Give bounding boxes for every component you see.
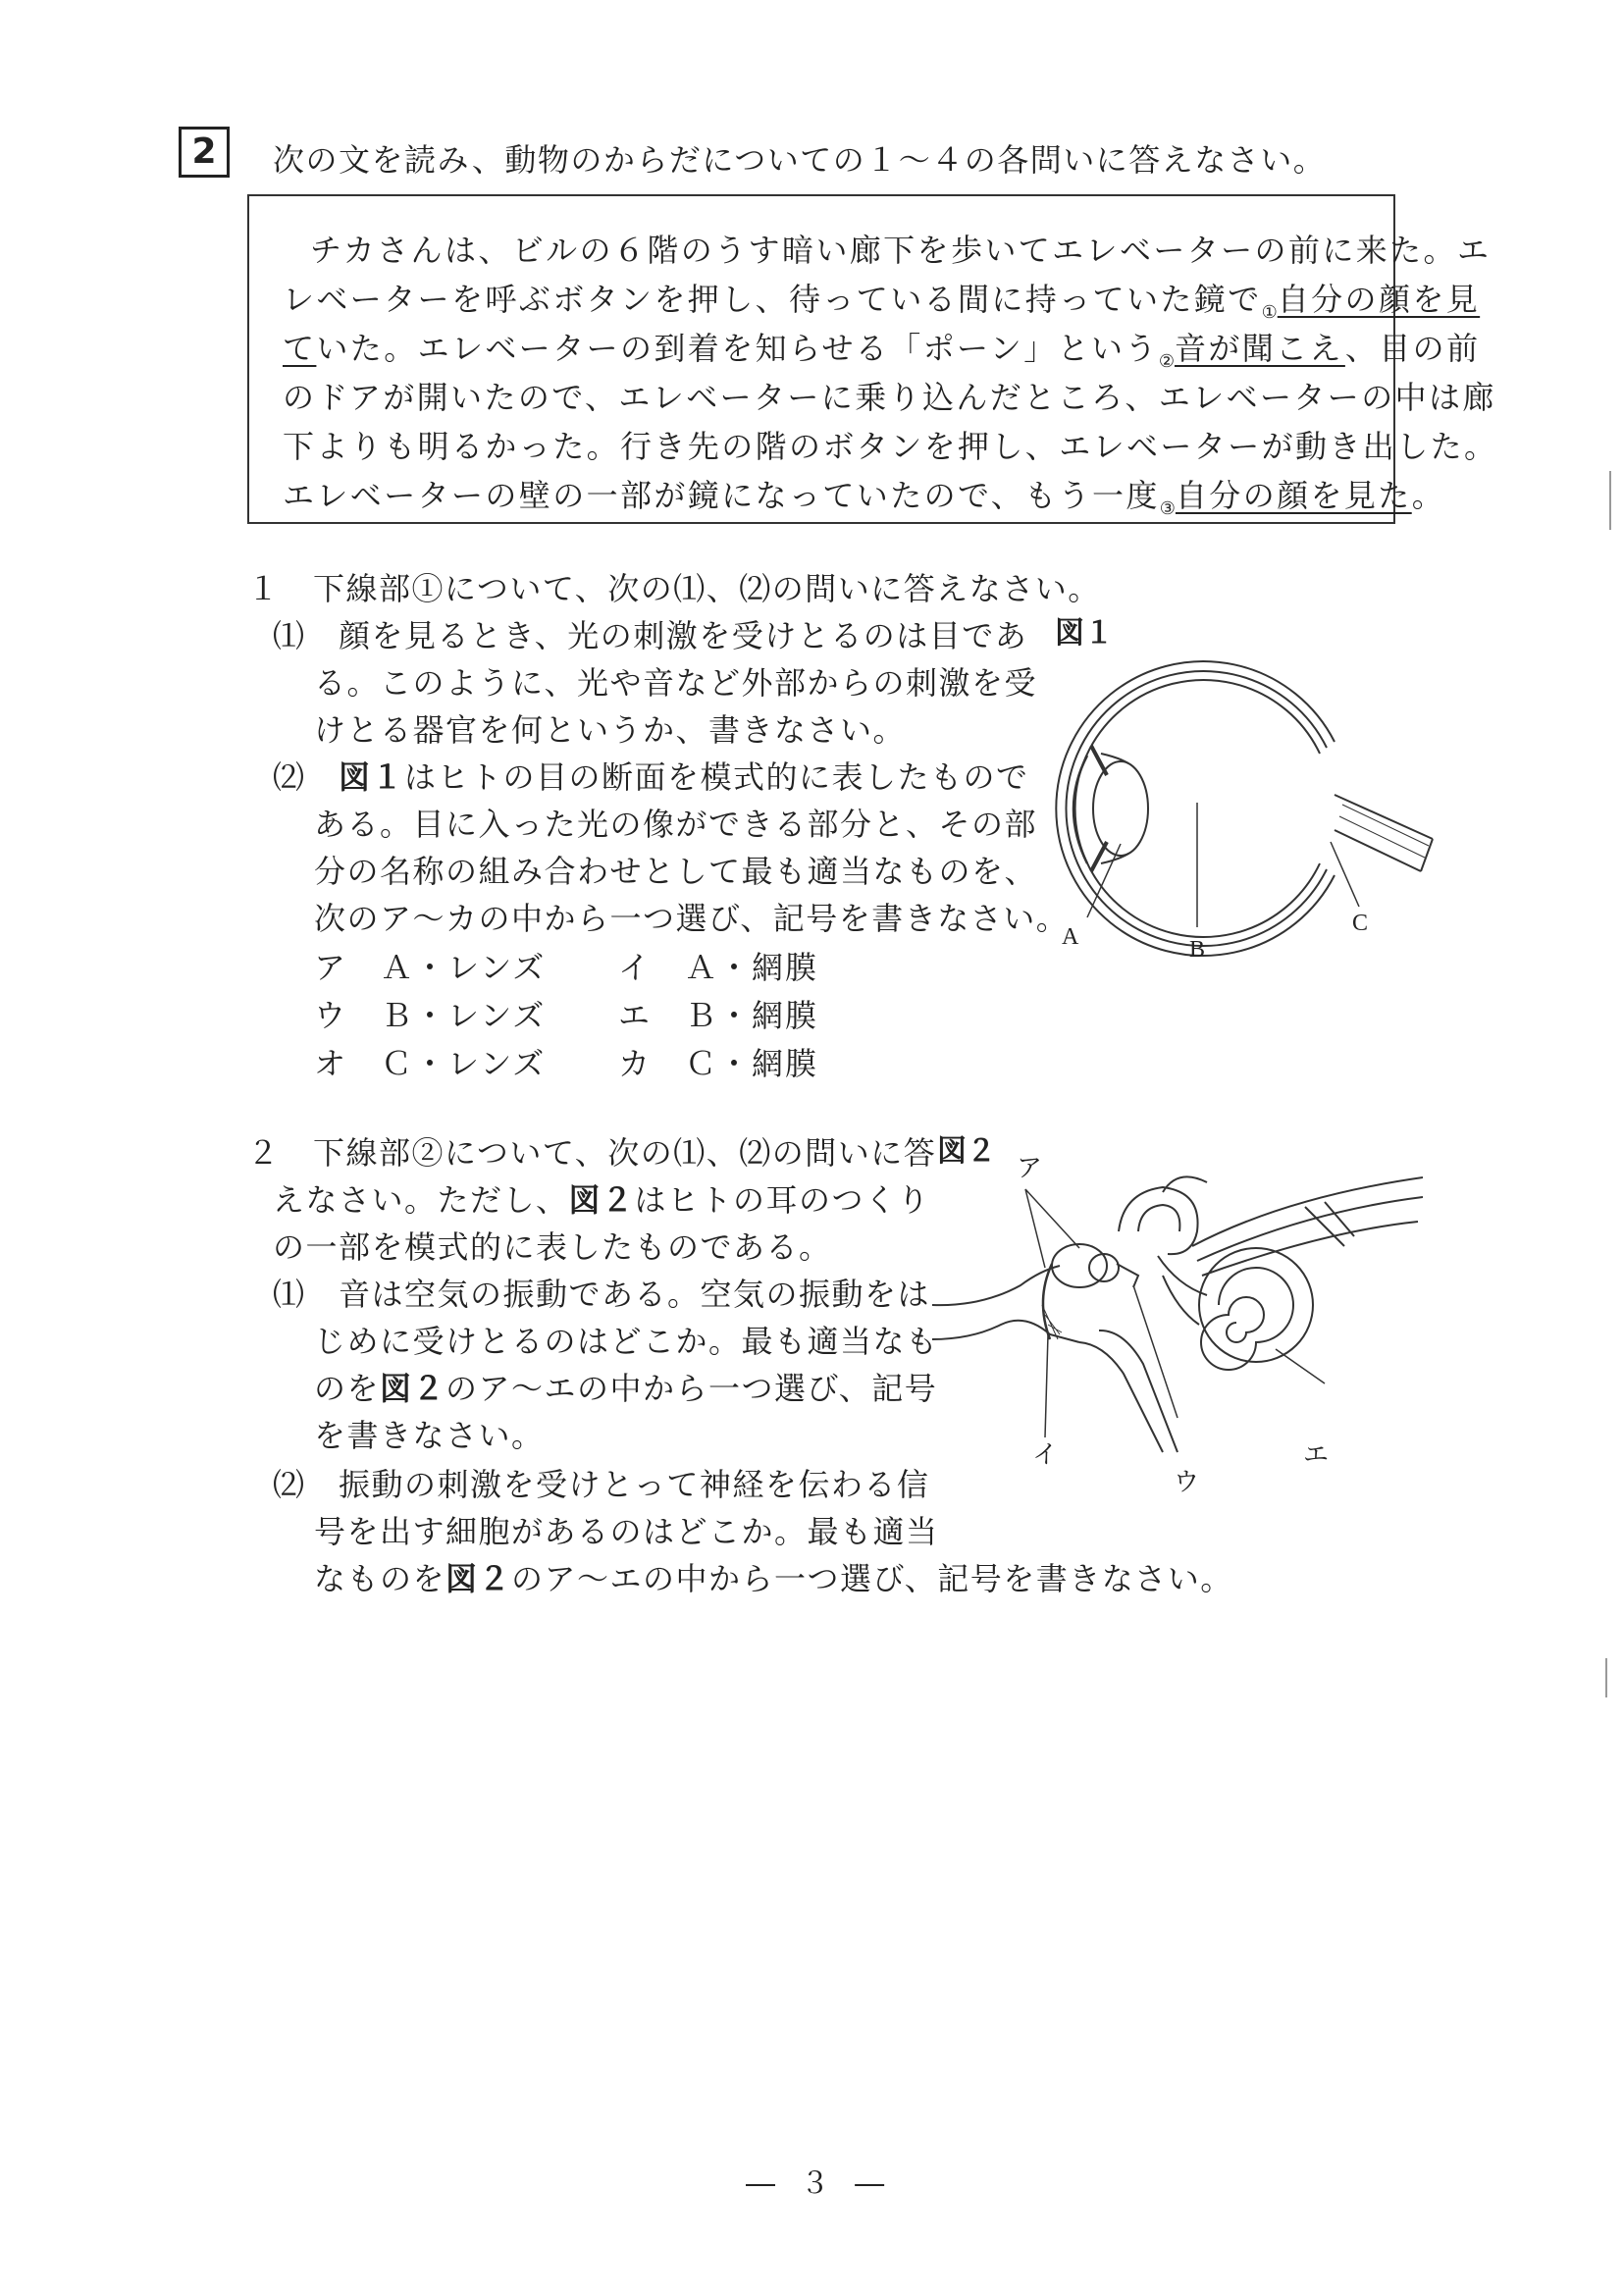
stapes xyxy=(1117,1264,1138,1287)
passage-text: エレベーターの壁の一部が鏡になっていたので、もう一度 xyxy=(283,477,1160,514)
q2-text: えなさい。ただし、 xyxy=(273,1181,569,1219)
fig1-label-b: B xyxy=(1189,937,1206,963)
fig2-label-u: ウ xyxy=(1174,1468,1200,1496)
eyeball-outer xyxy=(1056,661,1335,956)
q2-stem-line xyxy=(273,1175,930,1221)
fig1-title: 図１ xyxy=(1055,616,1114,651)
pointer-i xyxy=(1045,1334,1048,1437)
option: イ Ａ・網膜 xyxy=(618,949,819,986)
q2-text: のア～エの中から一つ選び、記号 xyxy=(445,1370,938,1407)
option: ウ Ｂ・レンズ xyxy=(314,997,547,1034)
ear-tube-line-1 xyxy=(1079,1342,1163,1452)
passage-line-1: チカさんは、ビルの６階のうす暗い廊下を歩いてエレベーターの前に来た。エ xyxy=(310,232,1492,269)
scan-edge-mark xyxy=(1609,471,1611,530)
underline-marker-2: ② xyxy=(1158,351,1175,372)
underline-marker-3: ③ xyxy=(1159,498,1176,519)
q2-text: はヒトの耳のつくり xyxy=(634,1181,931,1219)
underlined-text-2: 音が聞こえ xyxy=(1174,330,1345,367)
q1-sub2-line xyxy=(273,753,1029,798)
auditory-nerve xyxy=(1192,1177,1423,1276)
pointer-A xyxy=(1087,844,1121,917)
passage-text: レベーターを呼ぶボタンを押し、待っている間に持っていた鏡で xyxy=(283,281,1262,318)
passage-line-6 xyxy=(283,471,1445,519)
fig1-label-c: C xyxy=(1352,911,1369,936)
q2-sub1-line: を書きなさい。 xyxy=(314,1417,545,1454)
q1-sub1-line: る。このように、光や音など外部からの刺激を受 xyxy=(314,664,1038,702)
passage-line-2 xyxy=(283,275,1480,323)
optic-nerve xyxy=(1335,795,1433,871)
fig2-label-a: ア xyxy=(1017,1154,1043,1182)
option: エ Ｂ・網膜 xyxy=(618,997,819,1034)
q1-sub2-line: ある。目に入った光の像ができる部分と、その部 xyxy=(314,806,1038,843)
ear-canal-top xyxy=(932,1266,1060,1305)
eye-diagram xyxy=(1040,648,1452,962)
incus xyxy=(1089,1254,1119,1281)
ear-tube-line-2 xyxy=(1099,1331,1178,1452)
underlined-text-1: 自分の顔を見 xyxy=(1277,281,1481,318)
semicircular-canal-2 xyxy=(1138,1205,1179,1231)
q2-sub2-line xyxy=(314,1554,1233,1599)
q2-sub1-line: ⑴ 音は空気の振動である。空気の振動をは xyxy=(273,1276,931,1313)
question-heading: 次の文を読み、動物のからだについての１～４の各問いに答えなさい。 xyxy=(273,141,1327,179)
q2-sub2-line: ⑵ 振動の刺激を受けとって神経を伝わる信 xyxy=(273,1466,930,1503)
page-number: ― ３ ― xyxy=(746,2166,893,2201)
passage-text: 、目の前 xyxy=(1344,330,1481,367)
option: ア Ａ・レンズ xyxy=(314,949,547,986)
q1-sub2-text: はヒトの目の断面を模式的に表したもので xyxy=(404,758,1029,796)
q2-sub2-line: 号を出す細胞があるのはどこか。最も適当 xyxy=(314,1513,939,1550)
fig2-title: 図２ xyxy=(937,1134,996,1169)
question-number-box: 2 xyxy=(179,127,230,178)
passage-line-3 xyxy=(283,324,1480,372)
fig-ref: 図２ xyxy=(568,1181,635,1219)
q1-sub2-line: 分の名称の組み合わせとして最も適当なものを、 xyxy=(314,853,1038,890)
q2-sub1-line xyxy=(314,1364,937,1409)
semicircular-canal-1 xyxy=(1119,1187,1198,1254)
q1-stem: １ 下線部①について、次の⑴、⑵の問いに答えなさい。 xyxy=(247,570,1101,607)
fig1-label-a: A xyxy=(1062,924,1079,950)
fig-ref: 図２ xyxy=(445,1560,512,1597)
cochlea-spiral xyxy=(1201,1268,1293,1370)
lens xyxy=(1093,761,1148,856)
passage-text: 。 xyxy=(1411,477,1446,514)
q2-text: のア～エの中から一つ選び、記号を書きなさい。 xyxy=(511,1560,1233,1597)
fig2-label-e: エ xyxy=(1303,1440,1330,1469)
pointer-a xyxy=(1025,1189,1079,1268)
scan-edge-mark xyxy=(1605,1658,1607,1697)
fig2-label-i: イ xyxy=(1032,1440,1059,1469)
q2-text: なものを xyxy=(314,1560,446,1597)
q2-sub1-line: じめに受けとるのはどこか。最も適当なも xyxy=(314,1323,939,1360)
option: オ Ｃ・レンズ xyxy=(314,1045,547,1082)
ear-diagram xyxy=(932,1138,1423,1472)
q1-sub1-line: けとる器官を何というか、書きなさい。 xyxy=(314,711,907,749)
eardrum xyxy=(1043,1264,1052,1339)
passage-text: いた。エレベーターの到着を知らせる「ポーン」という xyxy=(316,330,1159,367)
passage-line-4: のドアが開いたので、エレベーターに乗り込んだところ、エレベーターの中は廊 xyxy=(283,379,1496,416)
underlined-text-1-cont: て xyxy=(283,330,317,367)
fig-ref: 図１ xyxy=(339,758,405,796)
pointer-e xyxy=(1276,1349,1325,1383)
passage-line-5: 下よりも明るかった。行き先の階のボタンを押し、エレベーターが動き出した。 xyxy=(283,428,1498,465)
q2-text: のを xyxy=(314,1370,381,1407)
q2-stem-line: の一部を模式的に表したものである。 xyxy=(273,1228,832,1266)
underlined-text-3: 自分の顔を見た xyxy=(1175,477,1412,514)
pointer-C xyxy=(1331,842,1359,907)
q1-sub1-line: ⑴ 顔を見るとき、光の刺激を受けとるのは目であ xyxy=(273,617,1028,654)
q1-sub2-text: ⑵ xyxy=(273,758,340,796)
option: カ Ｃ・網膜 xyxy=(618,1045,819,1082)
q1-sub2-line: 次のア～カの中から一つ選び、記号を書きなさい。 xyxy=(314,900,1070,937)
fig-ref: 図２ xyxy=(380,1370,446,1407)
q2-stem: ２ 下線部②について、次の⑴、⑵の問いに答 xyxy=(247,1134,937,1172)
underline-marker-1: ① xyxy=(1261,302,1278,323)
